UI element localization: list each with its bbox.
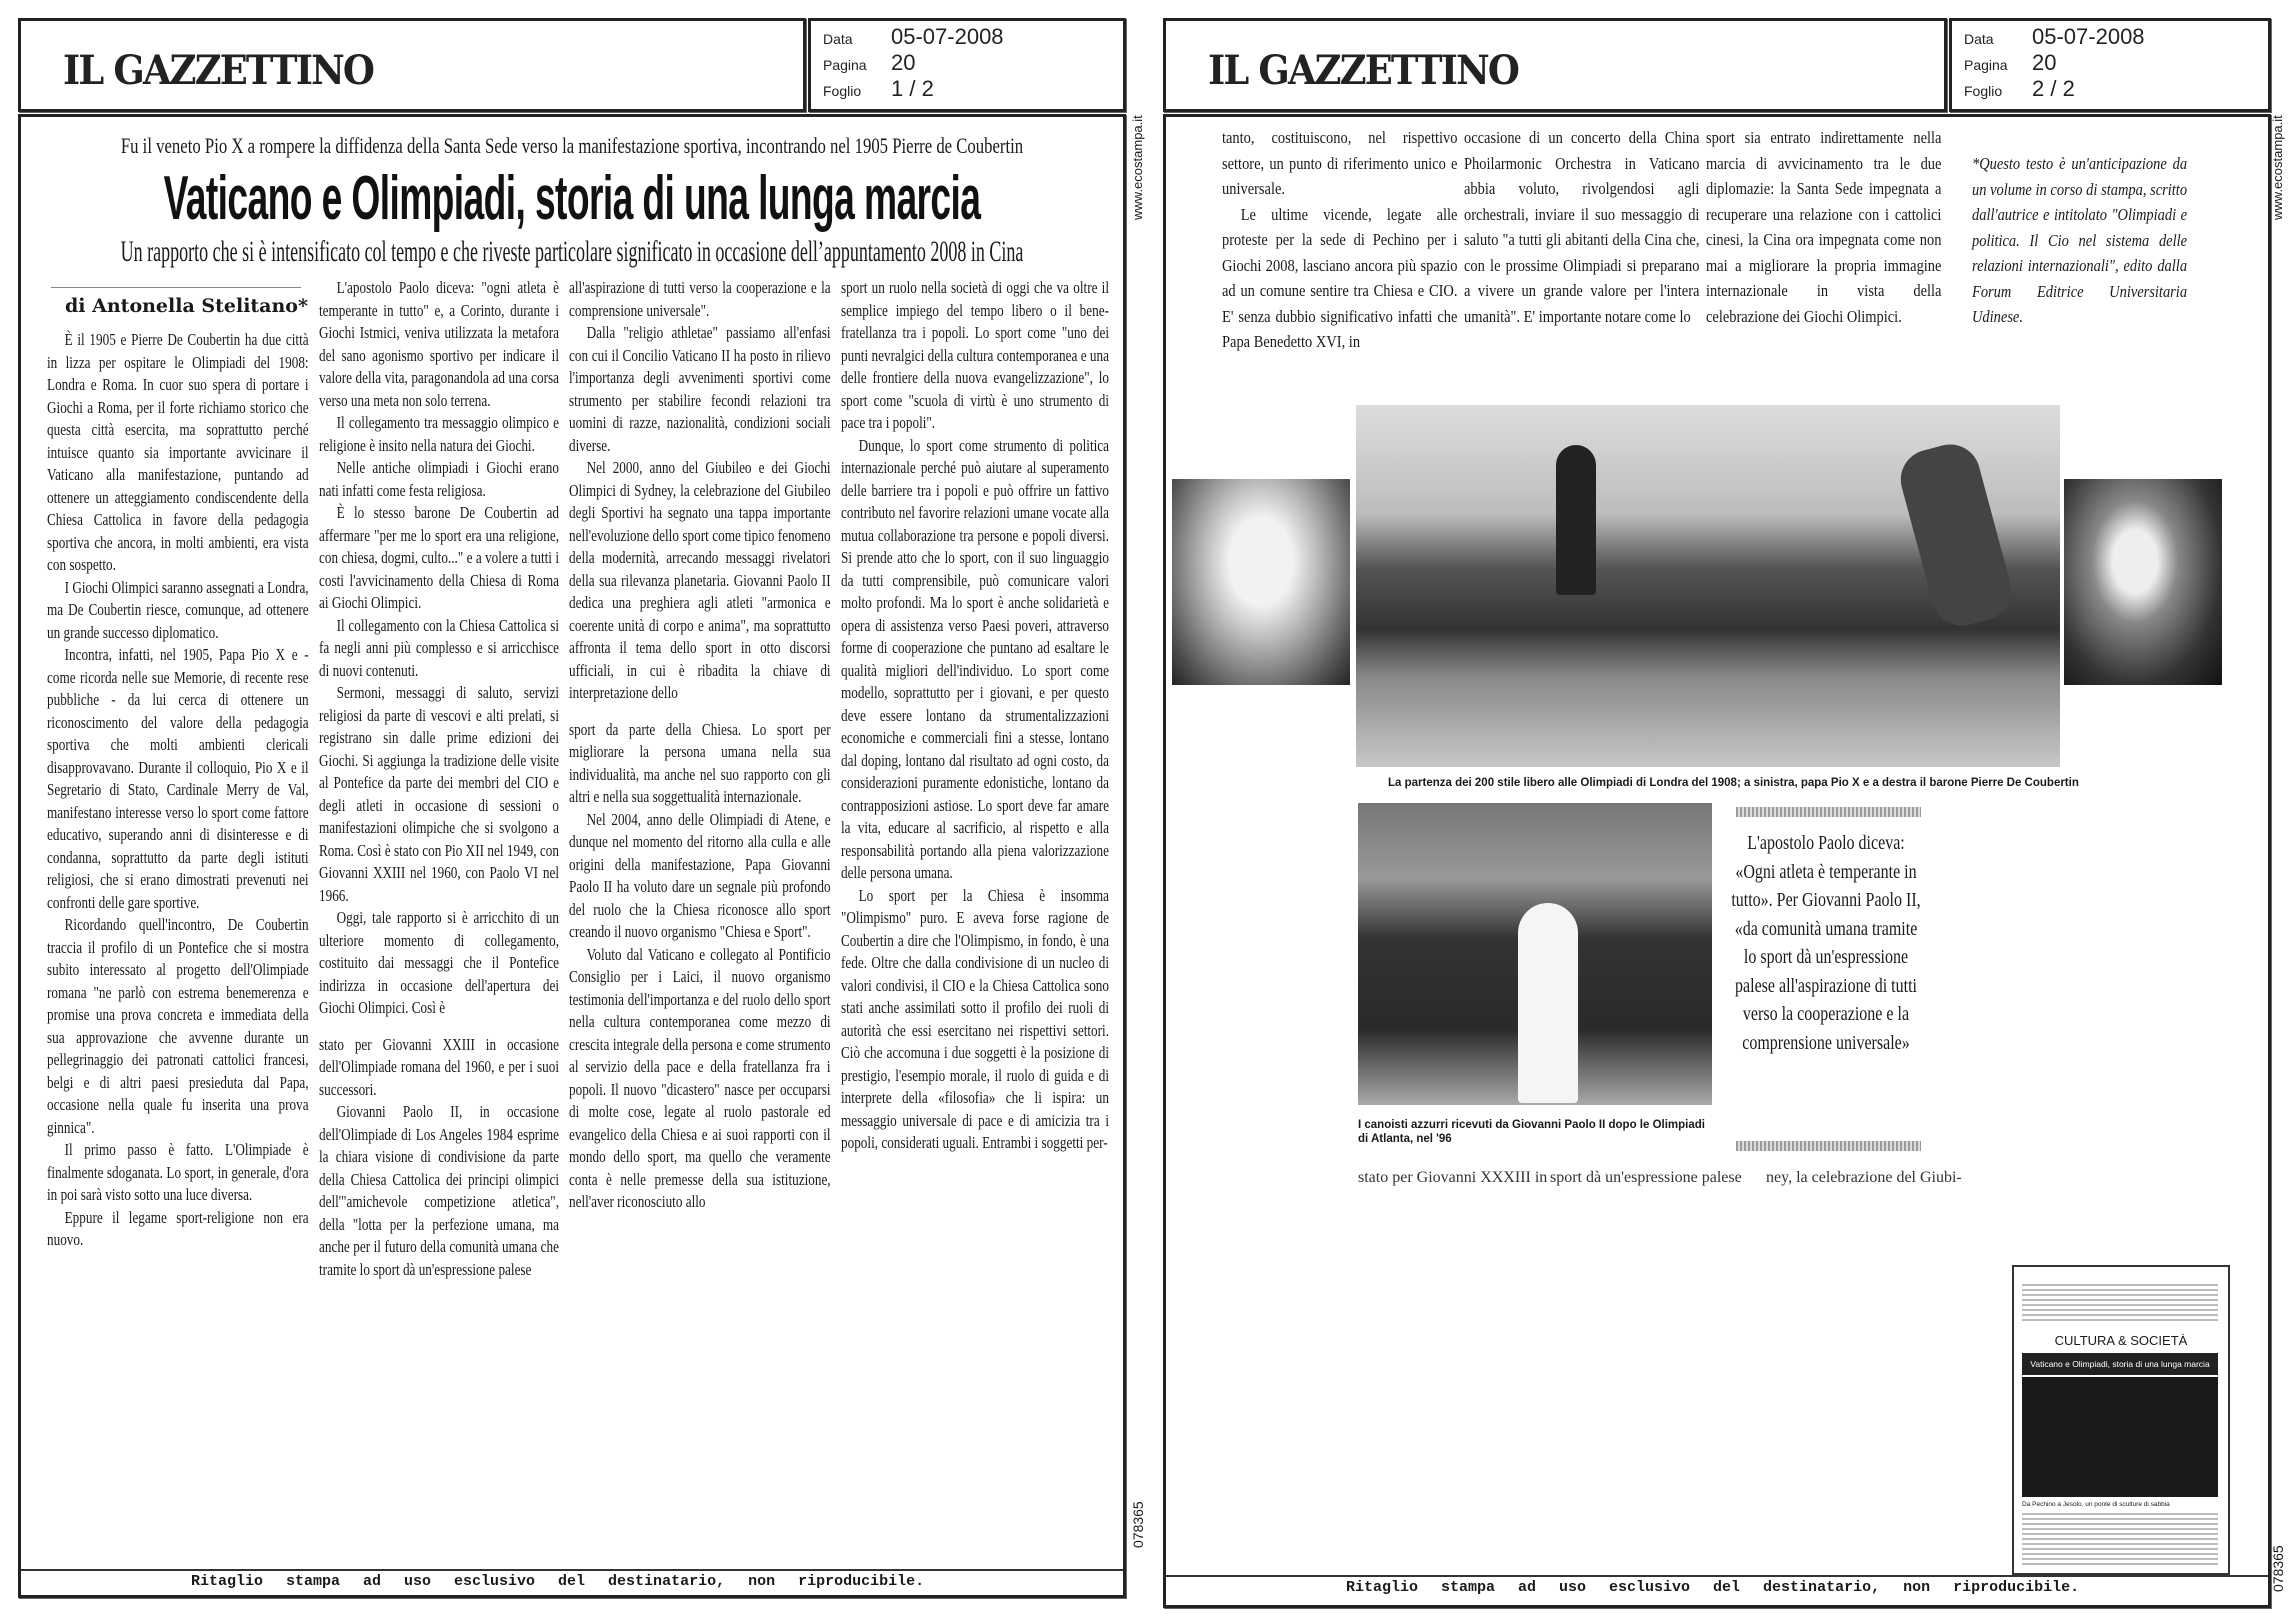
thumbnail-headline: Vaticano e Olimpiadi, storia di una lunga marcia <box>2022 1353 2218 1375</box>
paragraph: Nel 2000, anno del Giubileo e dei Giochi Olimpici di Sydney, la celebrazione del Giubileo degli Sportivi ha segnato una tappa importante nell'evoluzione dello sport come tipico fenomeno della modernità, arrecando messaggi rivelatori della sua rilevanza planetaria. Giovanni Paolo II dedica una preghiera agli atleti "armonica e coerente unità di corpo e anima", ma soprattutto affronta il tema dello sport in otto discorsi ufficiali, in cui è ribadita la chiave di interpretazione dello <box>569 458 831 702</box>
photo-figure <box>1556 445 1596 595</box>
page-thumbnail <box>2012 1265 2230 1575</box>
article-column-2 <box>319 277 559 1281</box>
footer-rule <box>1166 1575 2268 1577</box>
paragraph: Oggi, tale rapporto si è arricchito di un ulteriore momento di collegamento, costituito dai messaggi che il Pontefice indirizza in occasione dell'apertura dei Giochi Olimpici. Così è <box>319 908 559 1017</box>
newspaper-logo: IL GAZZETTINO <box>63 47 374 94</box>
paragraph: Il collegamento tra messaggio olimpico e religione è insito nella natura dei Giochi. <box>319 413 559 455</box>
photo-1-caption: La partenza dei 200 stile libero alle Olimpiadi di Londra del 1908; a sinistra, papa Pio X e a destra il barone Pierre De Coubertin <box>1388 777 2079 789</box>
text-fragment: ney, la celebrazione del Giubi- <box>1766 1169 1962 1186</box>
page-value: 20 <box>891 50 916 75</box>
date-value: 05-07-2008 <box>2032 24 2145 49</box>
pull-quote-rule <box>1736 1141 1921 1151</box>
paragraph: tanto, costituiscono, nel rispettivo settore, un punto di riferimento unico e universale. <box>1222 128 1458 198</box>
paragraph: Dunque, lo sport come strumento di politica internazionale perché può aiutare al superamento delle barriere tra i popoli e può offrire un fattivo contributo nel favorire relazioni umane vocate alla mutua collaborazione tra persone e popoli diversi. Si prende atto che lo sport, con il suo linguaggio da tutti comprensibile, può comunicare valori molto profondi. Ma lo sport è anche solidarietà e opera di assistenza verso Paesi poveri, attraverso forme di cooperazione che puntano ad esaltare le qualità migliori dell'individuo. Lo sport come modello, soprattutto per i giovani, e per questo deve essere lontano da strumentalizzazioni economiche e commerciali fini a stesse, lontano dal doping, lontano dal risultato ad ogni costo, da considerazioni puramente edonistiche, lontano da contrapposizioni astiose. Lo sport deve far amare la vita, educare al sacrificio, al rispetto e alla responsabilità portando alla piena valorizzazione delle persona umana. <box>841 435 1109 882</box>
masthead-box <box>18 18 806 112</box>
clipping-info-box <box>808 18 1126 112</box>
paragraph: Voluto dal Vaticano e collegato al Pontificio Consiglio per i Laici, il nuovo organismo testimonia dell'importanza e del ruolo dello sport nella cultura contemporanea come mezzo di crescita integrale della persona e come strumento al servizio della pace e della fratellanza fra i popoli. Il nuovo "dicastero" nasce per occuparsi di molte cose, legate al ruolo pastorale ed evangelico della Chiesa e ai suoi rapporti con il mondo dello sport, ma quello che veramente conta è nelle premesse della sua istituzione, nell'aver riconosciuto allo <box>569 944 831 1211</box>
paragraph: Ricordando quell'incontro, De Coubertin traccia il profilo di un Pontefice che si mostra subito interessato al progetto dell'Olimpiade romana "ne parlò con estrema benemerenza e promise una prova concreta e immediata della sua approvazione che avvenne durante un pellegrinaggio dei patronati cattolici francesi, belgi e di altri paesi presieduta dal Papa, occasione nella quale fu inserita una prova ginnica". <box>47 915 309 1137</box>
sheet-value: 2 / 2 <box>2032 76 2075 101</box>
sheet-label: Foglio <box>1964 83 2003 99</box>
date-label: Data <box>823 31 853 47</box>
photo-pierre-de-coubertin <box>2064 479 2222 685</box>
side-code: 078365 <box>2270 1545 2286 1592</box>
side-website: www.ecostampa.it <box>1130 115 1145 220</box>
paragraph: I Giochi Olimpici saranno assegnati a Londra, ma De Coubertin riesce, comunque, ad ottenere un grande successo diplomatico. <box>47 577 309 642</box>
date-value: 05-07-2008 <box>891 24 1004 49</box>
thumbnail-text-block <box>2022 1513 2218 1565</box>
page-value: 20 <box>2032 50 2057 75</box>
paragraph: all'aspirazione di tutti verso la cooperazione e la comprensione universale". <box>569 278 831 320</box>
article-column-1 <box>1222 125 1457 355</box>
side-code: 078365 <box>1130 1501 1146 1548</box>
paragraph: Eppure il legame sport-religione non era nuovo. <box>47 1207 309 1249</box>
paragraph: Lo sport per la Chiesa è insomma "Olimpismo" puro. E aveva forse ragione de Coubertin a dire che l'Olimpismo, in fondo, è una fede. Oltre che dalla condivisione di un nucleo di valori condivisi, il CIO e la Chiesa Cattolica sono stati anche assimilati sotto il profilo dei ruoli di autorità che essi esercitano nei rispettivi settori. Ciò che accomuna i due soggetti è la posizione di prestigio, l'esempio morale, il ruolo di guida e di interprete della «filosofia» che li ispira: un messaggio universale di pace e di amicizia tra i popoli, considerati uguali. Entrambi i soggetti per- <box>841 885 1109 1152</box>
side-website: www.ecostampa.it <box>2270 115 2285 220</box>
article-column-2 <box>1464 125 1699 329</box>
article-column-3 <box>569 277 831 1214</box>
text-fragment: sport dà un'espressione palese <box>1550 1169 1742 1186</box>
paragraph: sport da parte della Chiesa. Lo sport per migliorare la persona umana nella sua individualità, ma anche nel suo rapporto con gli altri e nella sua soggettualità internazionale. <box>569 719 831 806</box>
sheet-value: 1 / 2 <box>891 76 934 101</box>
thumbnail-section: CULTURA & SOCIETÀ <box>2054 1333 2188 1348</box>
thumbnail-photo <box>2022 1377 2218 1497</box>
text-fragment: stato per Giovanni XXXIII in <box>1358 1169 1548 1186</box>
byline: di Antonella Stelitano* <box>65 295 308 317</box>
article-subhead: Un rapporto che si è intensificato col tempo e che riveste particolare significato in occasione dell’appuntamento 2008 in Cina <box>120 235 1024 268</box>
article-column-4 <box>841 277 1109 1155</box>
page-label: Pagina <box>823 57 867 73</box>
paragraph: Il primo passo è fatto. L'Olimpiade è finalmente sdoganata. Lo sport, in generale, d'ora in poi sarà visto sotto una luce diversa. <box>47 1140 309 1204</box>
paragraph: sport sia entrato indirettamente nella marcia di avvicinamento tra le due diplomazie: la Santa Sede impegnata a recuperare una relazione con i cattolici cinesi, la Cina ora impegnata come non mai a migliorare la propria immagine internazionale in vista della celebrazione dei Giochi Olimpici. <box>1706 128 1942 326</box>
paragraph: Nel 2004, anno delle Olimpiadi di Atene, e dunque nel momento del ritorno alla culla e alle origini della manifestazione, Papa Giovanni Paolo II ha voluto dare un segnale più profondo del ruolo che la Chiesa riconosce allo sport creando il nuovo organismo "Chiesa e Sport". <box>569 809 831 941</box>
sheet-label: Foglio <box>823 83 862 99</box>
pull-quote: L'apostolo Paolo diceva: «Ogni atleta è temperante in tutto». Per Giovanni Paolo II, «da comunità umana tramite lo sport dà un'espressione palese all'aspirazione di tutti verso la cooperazione e la comprensione universale» <box>1731 832 1921 1054</box>
pull-quote-rule <box>1736 807 1921 817</box>
author-note: *Questo testo è un'anticipazione da un volume in corso di stampa, scritto dall'autrice e intitolato "Olimpiadi e politica. Il Cio nel sistema delle relazioni internazionali", edito dalla Forum Editrice Universitaria Udinese. <box>1972 154 2188 326</box>
paragraph: Nelle antiche olimpiadi i Giochi erano nati infatti come festa religiosa. <box>319 458 559 500</box>
paragraph: È lo stesso barone De Coubertin ad affermare "per me lo sport era una religione, con chiesa, dogmi, culto..." e a volere a tutti i costi l'avvicinamento della Chiesa di Roma ai Giochi Olimpici. <box>319 503 559 612</box>
paragraph: Il collegamento con la Chiesa Cattolica si fa negli anni più complesso e si arricchisce di nuovi contenuti. <box>319 615 559 680</box>
page-label: Pagina <box>1964 57 2008 73</box>
article-column-3 <box>1706 125 1941 329</box>
paragraph: stato per Giovanni XXIII in occasione dell'Olimpiade romana del 1960, e per i suoi successori. <box>319 1034 559 1099</box>
clipping-info-box <box>1949 18 2271 112</box>
article-headline: Vaticano e Olimpiadi, storia di una lunga marcia <box>163 164 981 233</box>
paragraph: È il 1905 e Pierre De Coubertin ha due città in lizza per ospitare le Olimpiadi del 1908: Londra e Roma. In cuor suo spera di portare i Giochi a Roma, per il forte richiamo storico che questa città esercita, ma soprattutto perché intuisce quanto sia importante avvicinare il Vaticano alla manifestazione, puntando ad ottenere un atteggiamento condiscendente della Chiesa Cattolica in favore della pedagogia sportiva che ancora, in molti ambienti, era vista con sospetto. <box>47 330 309 574</box>
paragraph: L'apostolo Paolo diceva: "ogni atleta è temperante in tutto" e, a Corinto, durante i Giochi Istmici, veniva utilizzata la metafora del sano agonismo sportivo per indicare il valore della vita, paragonandola ad una corsa verso una meta non solo terrena. <box>319 278 559 410</box>
paragraph: occasione di un concerto della China Phoilarmonic Orchestra in Vaticano abbia voluto, rivolgendosi agli orchestrali, inviare il suo messaggio di saluto "a tutti gli abitanti della Cina che, con le prossime Olimpiadi si preparano a vivere un grande valore per l'intera umanità". E' importante notare come lo <box>1464 128 1700 326</box>
divider <box>51 287 301 288</box>
paragraph: Dalla "religio athletae" passiamo all'enfasi con cui il Concilio Vaticano II ha posto in rilievo l'importanza degli avvenimenti sportivi come strumento per stabilire fecondi relazioni tra uomini di razze, nazionalità, condizioni sociali diverse. <box>569 323 831 455</box>
article-kicker: Fu il veneto Pio X a rompere la diffidenza della Santa Sede verso la manifestazione sportiva, incontrando nel 1905 Pierre de Coubertin <box>120 133 1024 158</box>
footer-notice: Ritaglio stampa ad uso esclusivo del destinatario, non riproducibile. <box>191 1573 925 1590</box>
thumbnail-second-headline: Da Pechino a Jesolo, un ponte di sculture di sabbia <box>2022 1501 2170 1508</box>
photo-figure <box>1894 438 2018 633</box>
footer-rule <box>21 1569 1123 1571</box>
paragraph: sport un ruolo nella società di oggi che va oltre il semplice impiego del tempo libero o il bene- fratellanza tra i popoli. Lo sport come "uno dei punti nevralgici della cultura contemporanea e una delle frontiere della nuova evangelizzazione", lo sport come "scuola di virtù è uno strumento di pace tra i popoli". <box>841 278 1109 432</box>
article-column-1 <box>47 329 309 1252</box>
footer-notice: Ritaglio stampa ad uso esclusivo del destinatario, non riproducibile. <box>1346 1579 2080 1596</box>
paragraph: Giovanni Paolo II, in occasione dell'Olimpiade di Los Angeles 1984 esprime la chiara visione di condivisione da parte della Chiesa Cattolica dei principi olimpici dell'"amichevole competizione atletica", della "lotta per la perfezione umana, ma anche per il futuro della comunità umana che tramite lo sport dà un'espressione palese <box>319 1102 559 1279</box>
paragraph: Sermoni, messaggi di saluto, servizi religiosi da parte di vescovi e alti prelati, si registrano sin dalle prime edizioni dei Giochi. Si aggiunga la tradizione delle visite al Pontefice da parte dei membri del CIO e degli atleti in occasione di sessioni o manifestazioni olimpiche che si svolgono a Roma. Così è stato con Pio XII nel 1949, con Giovanni XXIII nel 1960, con Paolo VI nel 1966. <box>319 683 559 905</box>
photo-1908-swimming-start <box>1356 405 2060 767</box>
masthead-box <box>1163 18 1947 112</box>
date-label: Data <box>1964 31 1994 47</box>
paragraph: Incontra, infatti, nel 1905, Papa Pio X e - come ricorda nelle sue Memorie, di recente rese pubbliche - da lui cerca di ottenere un riconoscimento del valore della pedagogia sportiva che molti ambienti clericali disapprovavano. Durante il colloquio, Pio X e il Segretario di Stato, Cardinale Merry de Val, manifestano interesse verso lo sport come fattore educativo, superando anni di disinteresse e di condanna, soprattutto da parte degli istituti religiosi, che si erano dimostrati prevenuti nei confronti delle gare sportive. <box>47 645 309 912</box>
article-box <box>1163 114 2271 1608</box>
article-box <box>18 114 1126 1598</box>
thumbnail-text-block <box>2022 1281 2218 1321</box>
paragraph: Le ultime vicende, legate alle proteste per la sede di Pechino per i Giochi 2008, lasciano ancora più spazio ad un comune sentire tra Chiesa e CIO. E' senza dubbio significativo infatti che Papa Benedetto XVI, in <box>1222 204 1458 351</box>
photo-canoeists-with-pope <box>1358 803 1712 1105</box>
photo-figure <box>1518 903 1578 1103</box>
photo-2-caption: I canoisti azzurri ricevuti da Giovanni Paolo II dopo le Olimpiadi di Atlanta, nel '96 <box>1358 1119 1705 1145</box>
newspaper-logo: IL GAZZETTINO <box>1208 47 1519 94</box>
photo-pope-pius-x <box>1172 479 1350 685</box>
